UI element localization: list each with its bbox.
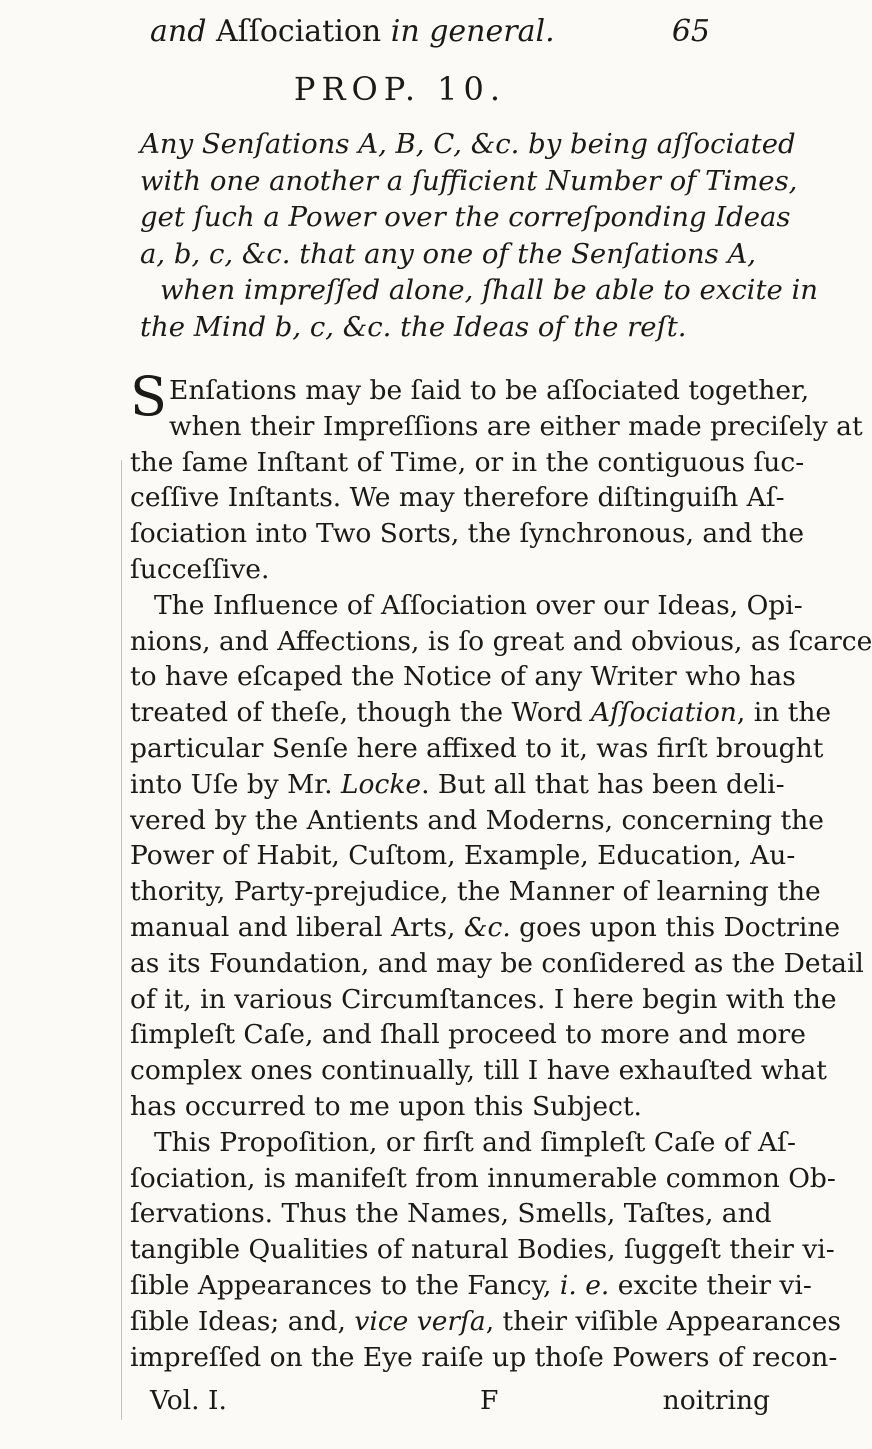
- text-run: , in the: [736, 697, 832, 729]
- body-line: Power of Habit, Cuſtom, Example, Education, Au-: [130, 840, 796, 872]
- proposition-heading: PROP. 10.: [293, 70, 507, 108]
- italic-ie: i. e.: [559, 1269, 610, 1301]
- volume-label: Vol. I.: [150, 1385, 227, 1416]
- body-line: ſociation, is manifeſt from innumerable common Ob-: [130, 1162, 836, 1194]
- body-line: This Propoſition, or firſt and ſimpleſt Caſe of Aſ-: [154, 1126, 796, 1158]
- body-line: particular Senſe here affixed to it, was firſt brought: [130, 732, 824, 764]
- proposition-line: the Mind b, c, &c. the Ideas of the reſt.: [140, 310, 687, 343]
- body-line: ſociation into Two Sorts, the ſynchronous, and the: [130, 518, 805, 550]
- running-head-and: and: [150, 14, 207, 49]
- body-line: [130, 1268, 812, 1304]
- proposition-line: when impreſſed alone, ſhall be able to excite in: [160, 274, 819, 306]
- text-run: ſible Ideas; and,: [130, 1305, 355, 1337]
- proposition-line: with one another a ſufficient Number of Times,: [140, 164, 798, 197]
- body-line: complex ones continually, till I have exhauſted what: [130, 1055, 827, 1087]
- text-run: goes upon this Doctrine: [510, 911, 841, 943]
- running-head-title: [150, 14, 555, 49]
- running-head: [150, 14, 710, 62]
- body-line: as its Foundation, and may be conſidered as the Detail: [130, 947, 864, 979]
- proposition-statement: [140, 126, 819, 345]
- body-line: thority, Party-prejudice, the Manner of learning the: [130, 876, 821, 908]
- drop-cap: S: [130, 365, 167, 428]
- text-run: , their viſible Appearances: [485, 1305, 841, 1337]
- page-footer: [150, 1385, 770, 1425]
- body-line: when their Impreſſions are either made preciſely at: [169, 410, 863, 442]
- body-line: impreſſed on the Eye raiſe up thoſe Powers of recon-: [130, 1341, 838, 1373]
- text-run: treated of theſe, though the Word: [130, 697, 591, 729]
- catchword: noitring: [662, 1385, 770, 1416]
- italic-etc: &c.: [463, 911, 511, 943]
- page-gutter-shadow: [121, 460, 122, 1420]
- body-line: nions, and Affections, is ſo great and obvious, as ſcarce: [130, 625, 872, 657]
- body-line: [130, 910, 841, 946]
- running-head-main: Aſſociation: [215, 14, 382, 49]
- body-text: [130, 365, 872, 1375]
- body-line: [130, 695, 832, 731]
- body-line: vered by the Antients and Moderns, concerning the: [130, 804, 824, 836]
- body-line: ſimpleſt Caſe, and ſhall proceed to more and more: [130, 1019, 806, 1051]
- page-number: 65: [671, 14, 710, 49]
- text-run: . But all that has been deli-: [421, 768, 785, 800]
- body-line: ſervations. Thus the Names, Smells, Taſtes, and: [130, 1198, 772, 1230]
- italic-vice-versa: vice verſa: [354, 1305, 486, 1337]
- text-run: manual and liberal Arts,: [130, 911, 464, 943]
- running-head-in-general: in general.: [390, 14, 555, 49]
- text-run: into Uſe by Mr.: [130, 768, 341, 800]
- body-line: [130, 1304, 841, 1340]
- italic-term: Aſſociation: [590, 697, 737, 729]
- body-line: [130, 767, 785, 803]
- body-line: ceſſive Inſtants. We may therefore diſtinguiſh Aſ-: [130, 482, 785, 514]
- body-line: has occurred to me upon this Subject.: [130, 1090, 642, 1122]
- signature-mark: F: [480, 1385, 499, 1416]
- body-line: The Influence of Aſſociation over our Ideas, Opi-: [154, 589, 803, 621]
- first-paragraph-opening: [130, 365, 863, 445]
- proposition-line: get ſuch a Power over the correſponding Ideas: [140, 201, 791, 233]
- italic-name: Locke: [340, 768, 422, 800]
- body-line: of it, in various Circumſtances. I here begin with the: [130, 983, 837, 1015]
- body-line: tangible Qualities of natural Bodies, ſuggeſt their vi-: [130, 1234, 835, 1266]
- body-line: Enſations may be ſaid to be aſſociated together,: [169, 375, 810, 406]
- text-run: excite their vi-: [609, 1269, 812, 1301]
- proposition-line: a, b, c, &c. that any one of the Senſations A,: [140, 237, 757, 270]
- body-line: to have eſcaped the Notice of any Writer who has: [130, 661, 796, 693]
- proposition-line: Any Senſations A, B, C, &c. by being aſſociated: [140, 128, 796, 160]
- body-line: ſucceſſive.: [130, 553, 270, 585]
- text-run: ſible Appearances to the Fancy,: [130, 1269, 560, 1301]
- body-line: the ſame Inſtant of Time, or in the contiguous ſuc-: [130, 446, 805, 478]
